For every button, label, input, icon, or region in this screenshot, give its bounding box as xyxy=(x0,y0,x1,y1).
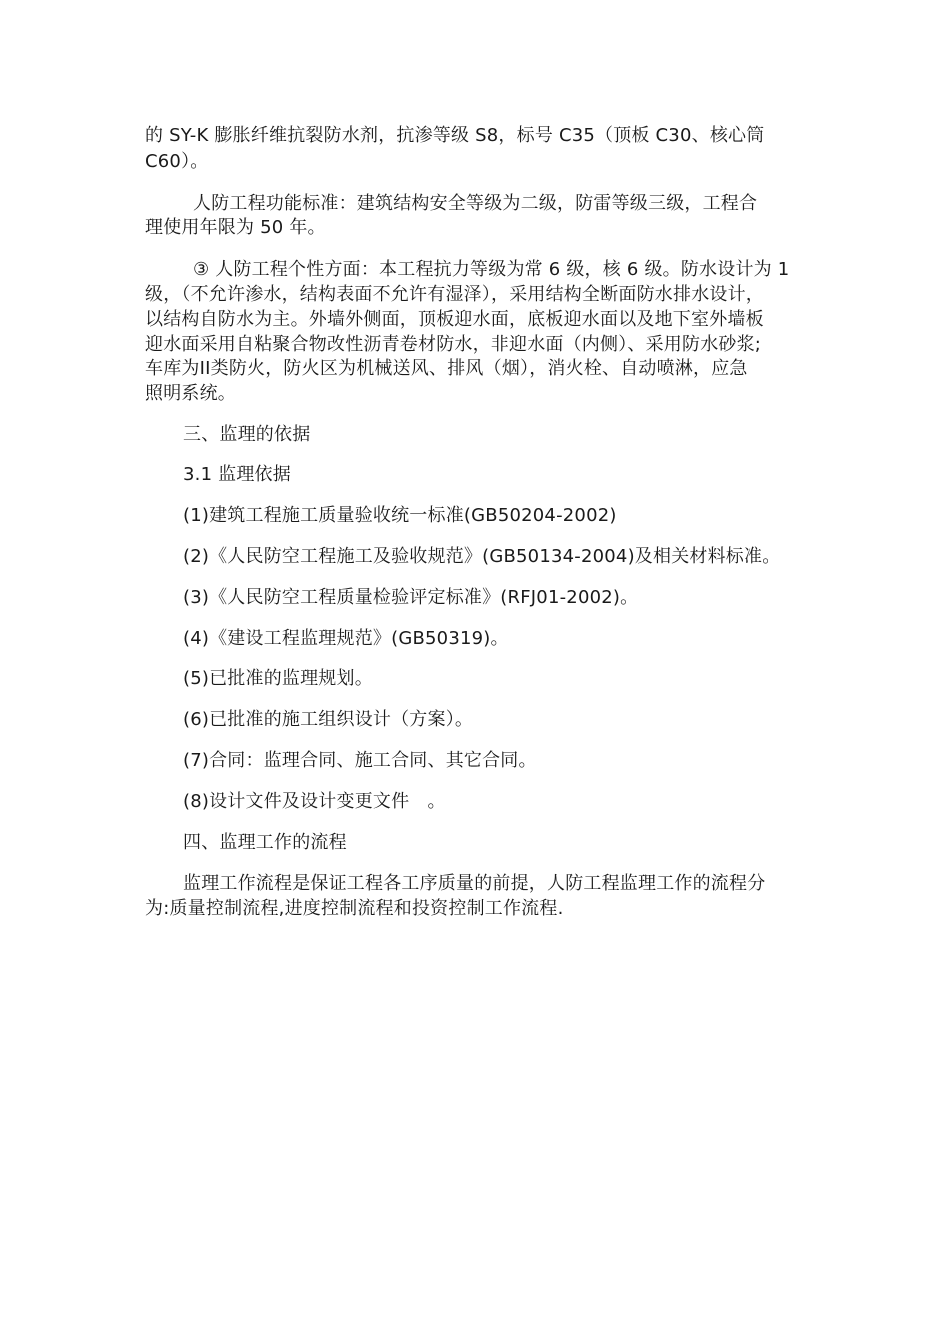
basis-item: (4)《建设工程监理规范》(GB50319)。 xyxy=(183,628,509,649)
basis-item: (3)《人民防空工程质量检验评定标准》(RFJ01-2002)。 xyxy=(183,587,639,608)
basis-item: (6)已批准的施工组织设计（方案）。 xyxy=(183,709,474,730)
paragraph-line: 人防工程功能标准：建筑结构安全等级为二级，防雷等级三级，工程合 xyxy=(193,193,758,214)
subsection-heading: 3.1 监理依据 xyxy=(183,464,291,485)
paragraph-line: ③ 人防工程个性方面：本工程抗力等级为常 6 级，核 6 级。防水设计为 1 xyxy=(193,259,790,280)
paragraph-line: 以结构自防水为主。外墙外侧面，顶板迎水面，底板迎水面以及地下室外墙板 xyxy=(145,309,764,330)
basis-item: (5)已批准的监理规划。 xyxy=(183,668,373,689)
section-heading: 三、监理的依据 xyxy=(183,424,311,445)
paragraph-line: C60）。 xyxy=(145,151,209,172)
paragraph-line: 车库为II类防火，防火区为机械送风、排风（烟），消火栓、自动喷淋，应急 xyxy=(145,358,748,379)
basis-item: (8)设计文件及设计变更文件 。 xyxy=(183,791,446,812)
basis-item: (2)《人民防空工程施工及验收规范》(GB50134-2004)及相关材料标准。 xyxy=(183,546,781,567)
paragraph-line: 迎水面采用自粘聚合物改性沥青卷材防水，非迎水面（内侧）、采用防水砂浆; xyxy=(145,334,762,355)
paragraph-line: 理使用年限为 50 年。 xyxy=(145,217,326,238)
paragraph-line: 照明系统。 xyxy=(145,383,236,404)
paragraph-line: 的 SY-K 膨胀纤维抗裂防水剂，抗渗等级 S8，标号 C35（顶板 C30、核心筒 xyxy=(145,125,765,146)
paragraph-line: 为:质量控制流程,进度控制流程和投资控制工作流程. xyxy=(145,898,564,919)
paragraph-line: 级，（不允许渗水，结构表面不允许有湿泽），采用结构全断面防水排水设计， xyxy=(145,284,764,305)
basis-item: (7)合同：监理合同、施工合同、其它合同。 xyxy=(183,750,537,771)
basis-item: (1)建筑工程施工质量验收统一标准(GB50204-2002) xyxy=(183,505,617,526)
paragraph-line: 监理工作流程是保证工程各工序质量的前提，人防工程监理工作的流程分 xyxy=(183,873,766,894)
section-heading: 四、监理工作的流程 xyxy=(183,832,347,853)
